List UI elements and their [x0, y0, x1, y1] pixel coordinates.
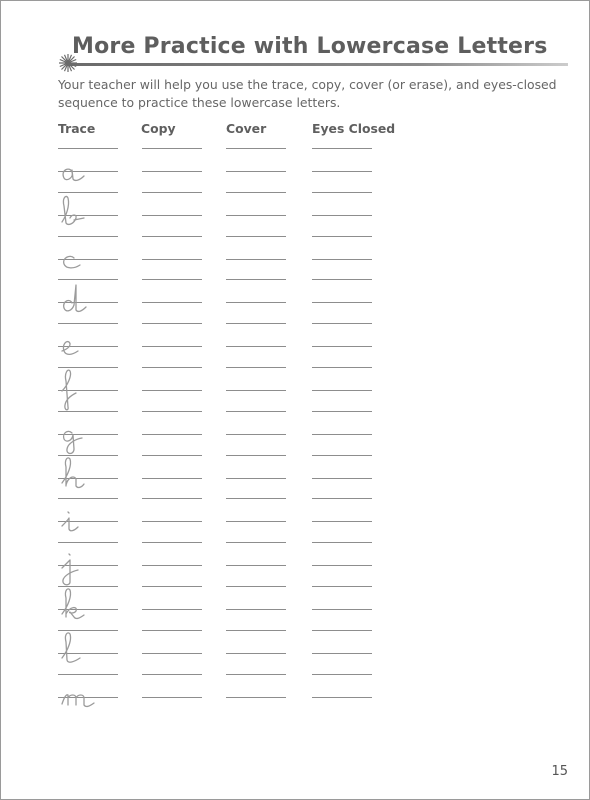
- copy-top-line[interactable]: [142, 148, 202, 149]
- cover-base-line[interactable]: [226, 609, 286, 610]
- cover-base-line[interactable]: [226, 434, 286, 435]
- copy-base-line[interactable]: [142, 171, 202, 172]
- instructions-text: Your teacher will help you use the trace, copy, cover (or erase), and eyes-closed sequence to practice these lowercase letters.: [58, 77, 557, 110]
- trace-letter-b: [58, 192, 118, 236]
- cover-top-line[interactable]: [226, 323, 286, 324]
- column-header-eyes-closed: Eyes Closed: [312, 121, 396, 136]
- cover-top-line[interactable]: [226, 498, 286, 499]
- copy-base-line[interactable]: [142, 478, 202, 479]
- eyes-closed-top-line[interactable]: [312, 411, 372, 412]
- eyes-closed-top-line[interactable]: [312, 279, 372, 280]
- trace-stroke-h: [62, 457, 84, 487]
- cover-top-line[interactable]: [226, 542, 286, 543]
- trace-stroke-a: [63, 169, 84, 180]
- trace-stroke-c: [64, 256, 80, 267]
- trace-letter-d: [58, 279, 118, 323]
- cover-base-line[interactable]: [226, 171, 286, 172]
- trace-letter-j: [58, 542, 118, 586]
- cover-top-line[interactable]: [226, 367, 286, 368]
- eyes-closed-base-line[interactable]: [312, 565, 372, 566]
- cover-base-line[interactable]: [226, 215, 286, 216]
- cover-top-line[interactable]: [226, 411, 286, 412]
- column-header-cover: Cover: [226, 121, 267, 136]
- cover-base-line[interactable]: [226, 653, 286, 654]
- copy-top-line[interactable]: [142, 236, 202, 237]
- cover-top-line[interactable]: [226, 630, 286, 631]
- eyes-closed-base-line[interactable]: [312, 653, 372, 654]
- trace-letter-i: [58, 498, 118, 542]
- cover-base-line[interactable]: [226, 259, 286, 260]
- trace-letter-e: [58, 323, 118, 367]
- trace-letter-m: [58, 674, 118, 718]
- copy-top-line[interactable]: [142, 586, 202, 587]
- eyes-closed-top-line[interactable]: [312, 367, 372, 368]
- trace-stroke-j: [62, 554, 78, 585]
- copy-top-line[interactable]: [142, 674, 202, 675]
- cover-base-line[interactable]: [226, 390, 286, 391]
- copy-top-line[interactable]: [142, 279, 202, 280]
- cover-base-line[interactable]: [226, 697, 286, 698]
- trace-stroke-d: [64, 285, 86, 311]
- copy-base-line[interactable]: [142, 653, 202, 654]
- eyes-closed-top-line[interactable]: [312, 586, 372, 587]
- page-title: More Practice with Lowercase Letters: [72, 34, 548, 59]
- eyes-closed-base-line[interactable]: [312, 390, 372, 391]
- title-underline: [68, 63, 568, 66]
- cover-top-line[interactable]: [226, 148, 286, 149]
- copy-base-line[interactable]: [142, 390, 202, 391]
- eyes-closed-base-line[interactable]: [312, 609, 372, 610]
- copy-top-line[interactable]: [142, 192, 202, 193]
- cover-base-line[interactable]: [226, 302, 286, 303]
- copy-base-line[interactable]: [142, 259, 202, 260]
- eyes-closed-base-line[interactable]: [312, 478, 372, 479]
- eyes-closed-top-line[interactable]: [312, 236, 372, 237]
- trace-stroke-k: [62, 589, 84, 619]
- trace-stroke-l: [62, 633, 80, 662]
- copy-top-line[interactable]: [142, 367, 202, 368]
- cover-base-line[interactable]: [226, 346, 286, 347]
- trace-letter-a: [58, 148, 118, 192]
- eyes-closed-base-line[interactable]: [312, 434, 372, 435]
- eyes-closed-top-line[interactable]: [312, 542, 372, 543]
- cover-top-line[interactable]: [226, 192, 286, 193]
- trace-letter-h: [58, 455, 118, 499]
- trace-stroke-i: [62, 512, 78, 531]
- eyes-closed-base-line[interactable]: [312, 302, 372, 303]
- page-number: 15: [551, 764, 568, 779]
- copy-base-line[interactable]: [142, 346, 202, 347]
- copy-base-line[interactable]: [142, 521, 202, 522]
- cover-base-line[interactable]: [226, 565, 286, 566]
- title-block: [58, 34, 568, 68]
- copy-top-line[interactable]: [142, 630, 202, 631]
- cover-top-line[interactable]: [226, 674, 286, 675]
- cover-base-line[interactable]: [226, 521, 286, 522]
- trace-stroke-e: [62, 342, 78, 355]
- trace-stroke-b: [62, 196, 84, 224]
- trace-letter-f: [58, 367, 118, 411]
- trace-letter-k: [58, 586, 118, 630]
- copy-base-line[interactable]: [142, 302, 202, 303]
- eyes-closed-base-line[interactable]: [312, 521, 372, 522]
- cover-top-line[interactable]: [226, 455, 286, 456]
- eyes-closed-top-line[interactable]: [312, 674, 372, 675]
- cover-base-line[interactable]: [226, 478, 286, 479]
- copy-top-line[interactable]: [142, 455, 202, 456]
- cover-top-line[interactable]: [226, 279, 286, 280]
- trace-stroke-f: [62, 370, 76, 410]
- copy-base-line[interactable]: [142, 609, 202, 610]
- eyes-closed-top-line[interactable]: [312, 323, 372, 324]
- copy-base-line[interactable]: [142, 697, 202, 698]
- copy-top-line[interactable]: [142, 411, 202, 412]
- copy-top-line[interactable]: [142, 542, 202, 543]
- column-header-copy: Copy: [141, 121, 176, 136]
- trace-letter-c: [58, 236, 118, 280]
- copy-top-line[interactable]: [142, 323, 202, 324]
- copy-base-line[interactable]: [142, 565, 202, 566]
- eyes-closed-top-line[interactable]: [312, 192, 372, 193]
- eyes-closed-top-line[interactable]: [312, 630, 372, 631]
- column-header-trace: Trace: [58, 121, 96, 136]
- eyes-closed-top-line[interactable]: [312, 498, 372, 499]
- eyes-closed-base-line[interactable]: [312, 215, 372, 216]
- trace-stroke-g: [64, 431, 82, 453]
- eyes-closed-base-line[interactable]: [312, 346, 372, 347]
- eyes-closed-base-line[interactable]: [312, 697, 372, 698]
- copy-base-line[interactable]: [142, 434, 202, 435]
- trace-letter-g: [58, 411, 118, 455]
- copy-top-line[interactable]: [142, 498, 202, 499]
- trace-letter-l: [58, 630, 118, 674]
- eyes-closed-top-line[interactable]: [312, 148, 372, 149]
- eyes-closed-top-line[interactable]: [312, 455, 372, 456]
- trace-stroke-m: [62, 694, 94, 706]
- eyes-closed-base-line[interactable]: [312, 259, 372, 260]
- cover-top-line[interactable]: [226, 236, 286, 237]
- copy-base-line[interactable]: [142, 215, 202, 216]
- cover-top-line[interactable]: [226, 586, 286, 587]
- eyes-closed-base-line[interactable]: [312, 171, 372, 172]
